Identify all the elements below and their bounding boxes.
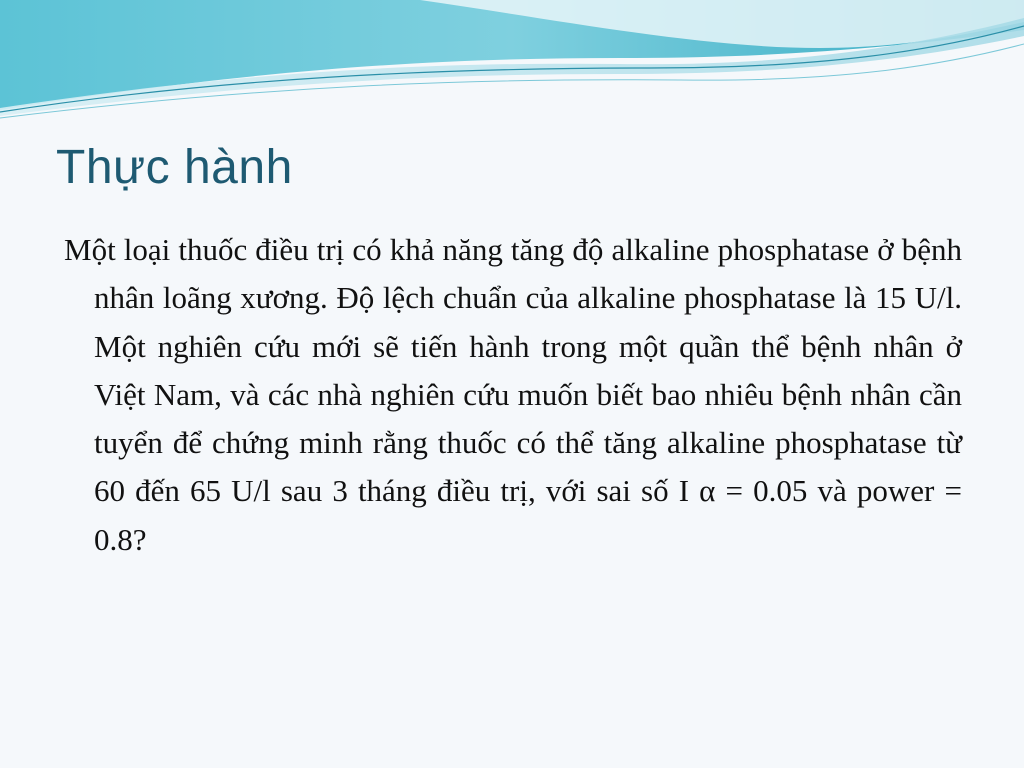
slide-body-text: Một loại thuốc điều trị có khả năng tăng độ alkaline phosphatase ở bệnh nhân loãng xương. Độ lệch chuẩn của alkaline phosphatase là 15 U/l. Một nghiên cứu mới sẽ tiến hành trong một quần thể bệnh nhân ở Việt Nam, và các nhà nghiên cứu muốn biết bao nhiêu bệnh nhân cần tuyển để chứng minh rằng thuốc có thể tăng alkaline phosphatase từ 60 đến 65 U/l sau 3 tháng điều trị, với sai số I α = 0.05 và power = 0.8? [64,232,962,557]
slide-title: Thực hành [56,141,293,194]
header-wave-decoration [0,0,1024,130]
